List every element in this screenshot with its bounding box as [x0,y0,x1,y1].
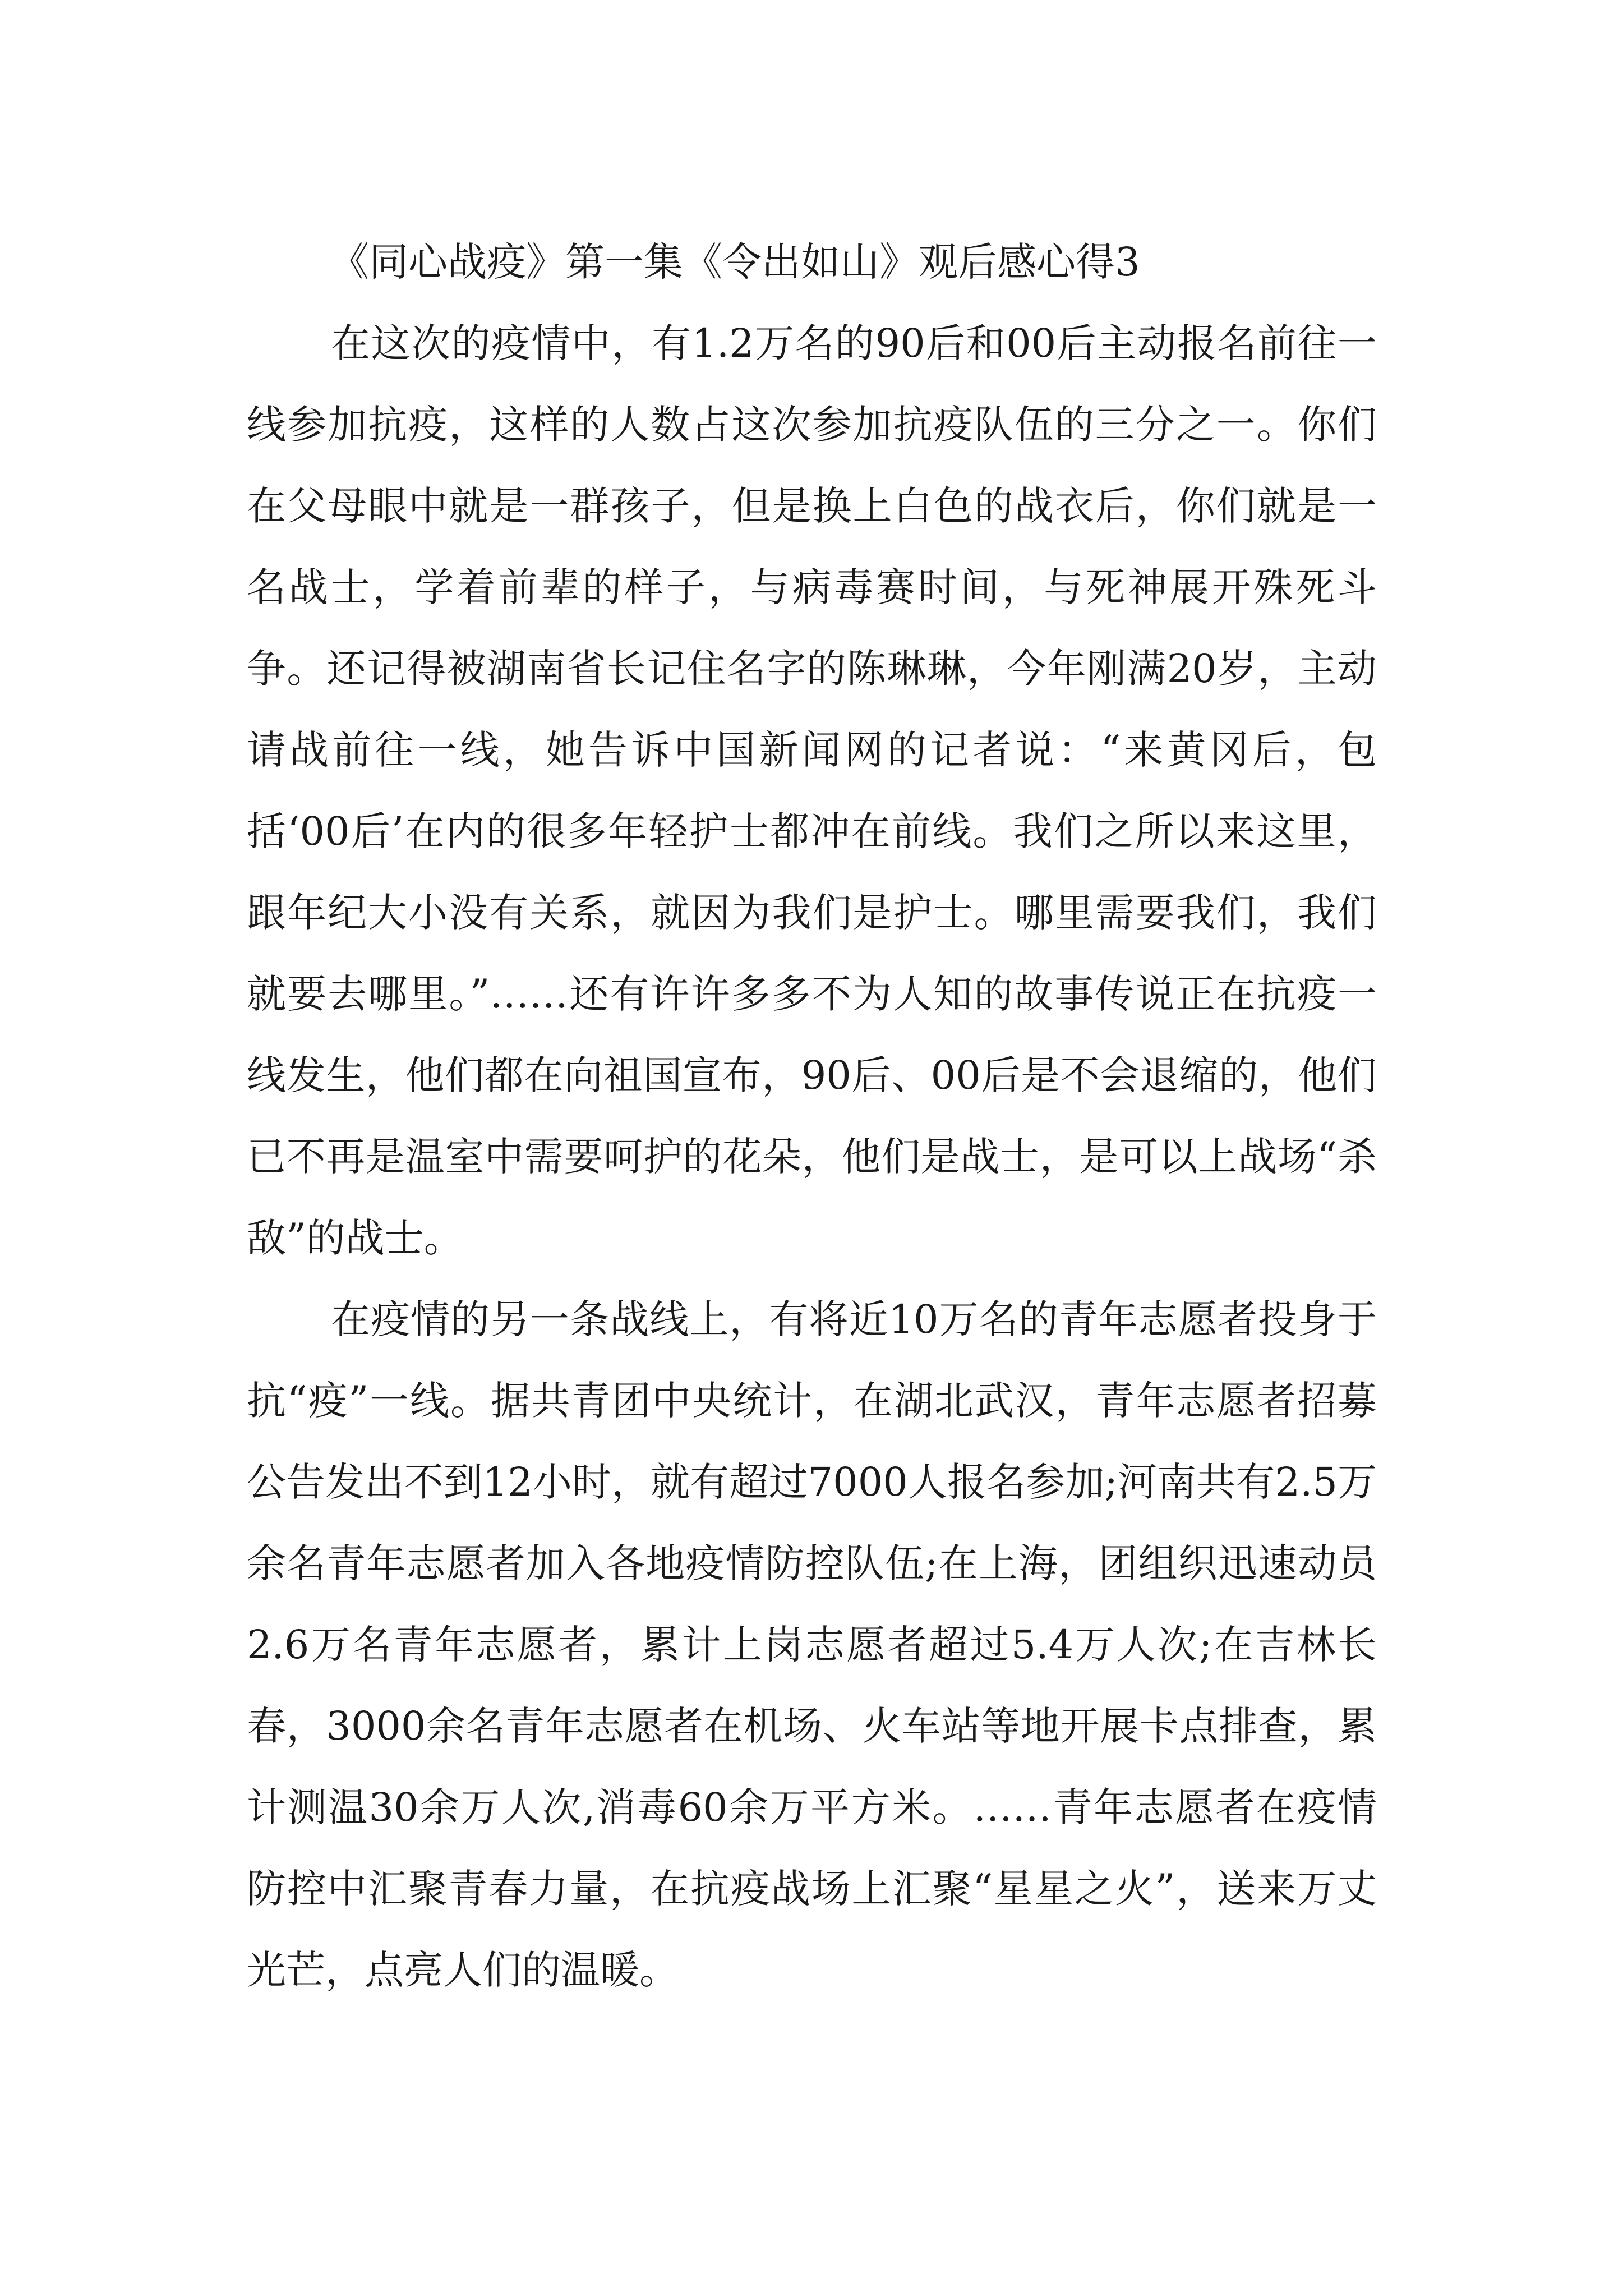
paragraph-1: 在这次的疫情中，有1.2万名的90后和00后主动报名前往一线参加抗疫，这样的人数占这次参加抗疫队伍的三分之一。你们在父母眼中就是一群孩子，但是换上白色的战衣后，你们就是一名战士，学着前辈的样子，与病毒赛时间，与死神展开殊死斗争。还记得被湖南省长记住名字的陈琳琳，今年刚满20岁，主动请战前往一线，她告诉中国新闻网的记者说：“来黄冈后，包括‘00后’在内的很多年轻护士都冲在前线。我们之所以来这里，跟年纪大小没有关系，就因为我们是护士。哪里需要我们，我们就要去哪里。”……还有许许多多不为人知的故事传说正在抗疫一线发生，他们都在向祖国宣布，90后、00后是不会退缩的，他们已不再是温室中需要呵护的花朵，他们是战士，是可以上战场“杀敌”的战士。 [247,320,1377,1261]
document-body [247,222,1377,2011]
paragraph-2: 在疫情的另一条战线上，有将近10万名的青年志愿者投身于抗“疫”一线。据共青团中央统计，在湖北武汉，青年志愿者招募公告发出不到12小时，就有超过7000人报名参加;河南共有2.5万余名青年志愿者加入各地疫情防控队伍;在上海，团组织迅速动员2.6万名青年志愿者，累计上岗志愿者超过5.4万人次;在吉林长春，3000余名青年志愿者在机场、火车站等地开展卡点排查，累计测温30余万人次,消毒60余万平方米。……青年志愿者在疫情防控中汇聚青春力量，在抗疫战场上汇聚“星星之火”，送来万丈光芒，点亮人们的温暖。 [247,1296,1377,1993]
document-title: 《同心战疫》第一集《令出如山》观后感心得3 [330,239,1140,285]
